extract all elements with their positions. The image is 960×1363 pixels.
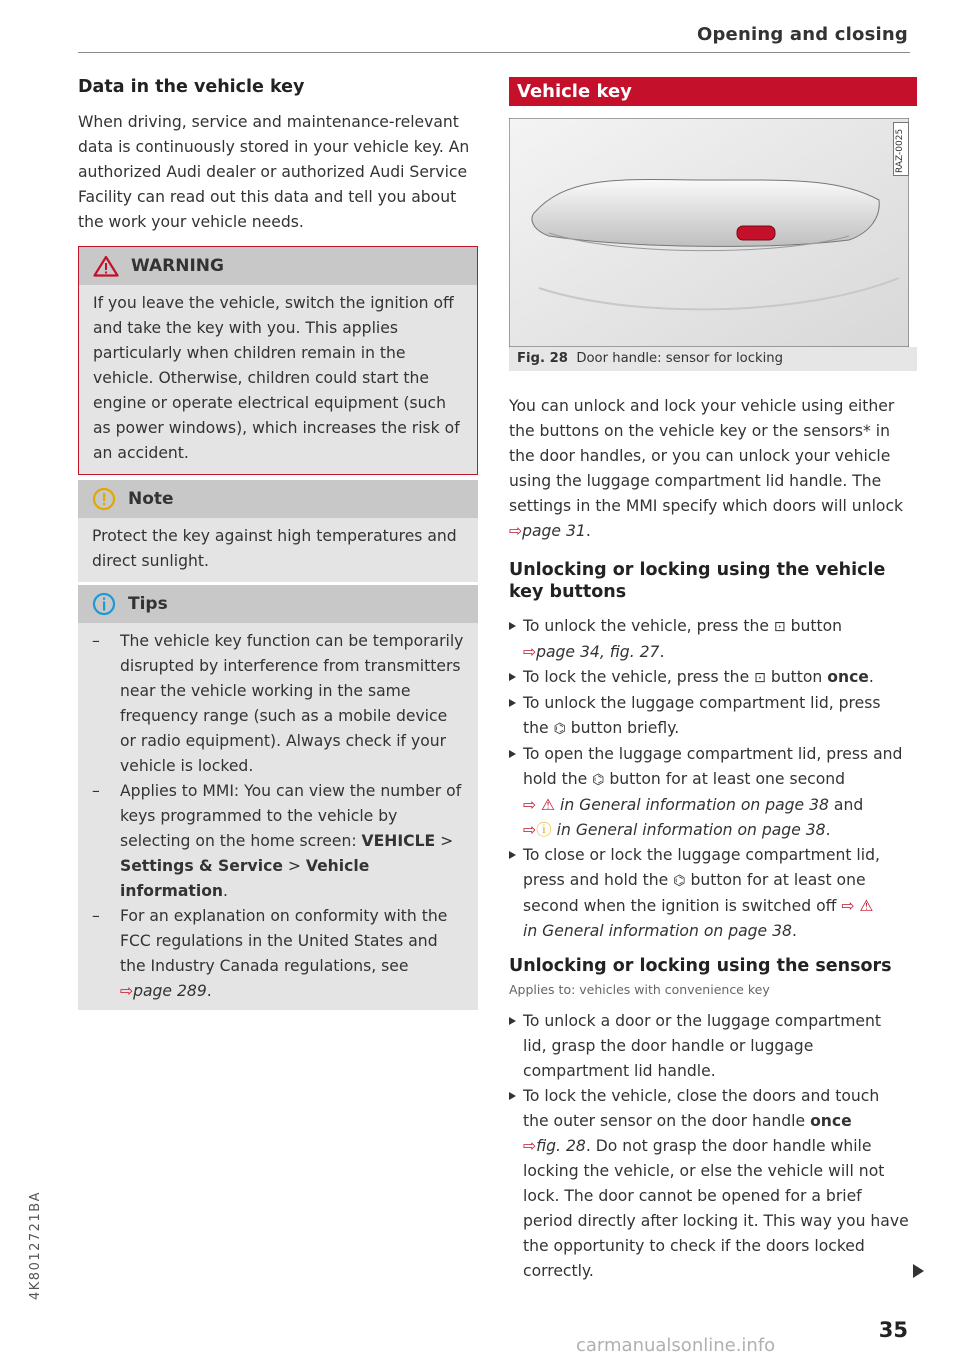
watermark: carmanualsonline.info xyxy=(576,1335,776,1356)
figure-link[interactable]: page 34, fig. 27 xyxy=(536,643,660,661)
sensors-list xyxy=(509,1009,909,1284)
warning-triangle-icon: ⚠ xyxy=(859,897,874,915)
page-link[interactable]: page 31 xyxy=(522,522,586,540)
list-item: To close or lock the luggage compartment lid, press and hold the ⌬ button for at least one second when the ignition is switched off ⇨ ⚠ in General information on page 38. xyxy=(509,843,909,944)
note-exclamation-icon xyxy=(92,487,116,511)
list-item: To unlock a door or the luggage compartment lid, grasp the door handle or luggage compartment lid handle. xyxy=(509,1009,909,1084)
figure-code-label: RAZ-0025 xyxy=(893,122,909,176)
header-divider xyxy=(78,52,910,53)
page-link[interactable]: in General information on page 38 xyxy=(523,922,792,940)
note-exclamation-icon: ⓘ xyxy=(536,821,552,839)
tip-item: – The vehicle key function can be temporarily disrupted by interference from transmitters near the vehicle working in the same frequency range (such as a mobile device or radio equipment). Always check if your vehicle is locked. xyxy=(92,632,464,775)
continue-arrow-icon xyxy=(913,1264,924,1278)
section-title: Vehicle key xyxy=(509,77,917,106)
tips-box xyxy=(78,585,478,1010)
warning-box xyxy=(78,246,478,475)
trunk-key-icon: ⌬ xyxy=(673,873,686,889)
intro-paragraph: You can unlock and lock your vehicle using either the buttons on the vehicle key or the sensors* in the door handles, or you can unlock your vehicle using the luggage compartment lid handle. The settings in the MMI specify which doors will unlock ⇨page 31. xyxy=(509,397,904,540)
note-box xyxy=(78,480,478,582)
buttons-heading: Unlocking or locking using the vehicle key buttons xyxy=(509,560,886,602)
door-handle-illustration xyxy=(509,118,909,347)
running-title: Opening and closing xyxy=(696,24,908,45)
tip-item: – For an explanation on conformity with the FCC regulations in the United States and the Industry Canada regulations, see ⇨page 289. xyxy=(92,907,448,1000)
page-link[interactable]: in General information on page 38 xyxy=(560,796,829,814)
page-link[interactable]: in General information on page 38 xyxy=(556,821,826,839)
page-link[interactable]: page 289 xyxy=(133,982,207,1000)
figure-link[interactable]: fig. 28 xyxy=(536,1137,586,1155)
list-item: To lock the vehicle, press the ⊡ button once. xyxy=(509,665,909,691)
list-item: To lock the vehicle, close the doors and touch the outer sensor on the door handle once ⇨fig. 28. Do not grasp the door handle while locking the vehicle, or else the vehicle will not lock. The door cannot be opened for a brief period directly after locking it. This way you have the opportunity to check if the doors locked correctly. xyxy=(509,1084,909,1284)
unlock-key-icon: ⊡ xyxy=(773,619,786,635)
list-item: To open the luggage compartment lid, press and hold the ⌬ button for at least one second ⇨ ⚠ in General information on page 38 and ⇨ⓘ in General information on page 38. xyxy=(509,742,909,843)
data-heading: Data in the vehicle key xyxy=(78,77,305,97)
note-header xyxy=(78,480,478,518)
warning-triangle-icon xyxy=(93,255,119,277)
trunk-key-icon: ⌬ xyxy=(592,772,605,788)
note-text: Protect the key against high temperatures and direct sunlight. xyxy=(92,527,457,570)
tip-item: – Applies to MMI: You can view the number of keys programmed to the vehicle by selecting on the home screen: VEHICLE > Settings & Service > Vehicle information. xyxy=(92,782,462,900)
list-item: To unlock the vehicle, press the ⊡ button ⇨page 34, fig. 27. xyxy=(509,614,909,665)
buttons-list xyxy=(509,614,909,944)
page-number: 35 xyxy=(878,1318,908,1342)
sensors-heading: Unlocking or locking using the sensors xyxy=(509,956,892,976)
note-title: Note xyxy=(128,489,174,509)
lock-key-icon: ⊡ xyxy=(754,670,766,686)
data-paragraph: When driving, service and maintenance-relevant data is continuously stored in your vehicle key. An authorized Audi dealer or authorized Audi Service Facility can read out this data and tell you about the work your vehicle needs. xyxy=(78,113,470,231)
warning-header xyxy=(79,247,477,285)
tips-header xyxy=(78,585,478,623)
trunk-key-icon: ⌬ xyxy=(553,721,566,737)
figure-image xyxy=(509,118,909,347)
info-icon xyxy=(92,592,116,616)
document-code: 4K8012721BA xyxy=(28,1190,43,1300)
figure-caption: Fig. 28 Door handle: sensor for locking xyxy=(509,347,917,371)
list-item: To unlock the luggage compartment lid, press the ⌬ button briefly. xyxy=(509,691,909,742)
tips-title: Tips xyxy=(128,594,168,614)
applies-to-note: Applies to: vehicles with convenience key xyxy=(509,982,770,997)
warning-title: WARNING xyxy=(131,256,224,276)
warning-triangle-icon: ⚠ xyxy=(541,796,556,814)
warning-text: If you leave the vehicle, switch the ignition off and take the key with you. This applies particularly when children remain in the vehicle. Otherwise, children could start the engine or operate electrical equipment (such as power windows), which increases the risk of an accident. xyxy=(93,294,460,462)
